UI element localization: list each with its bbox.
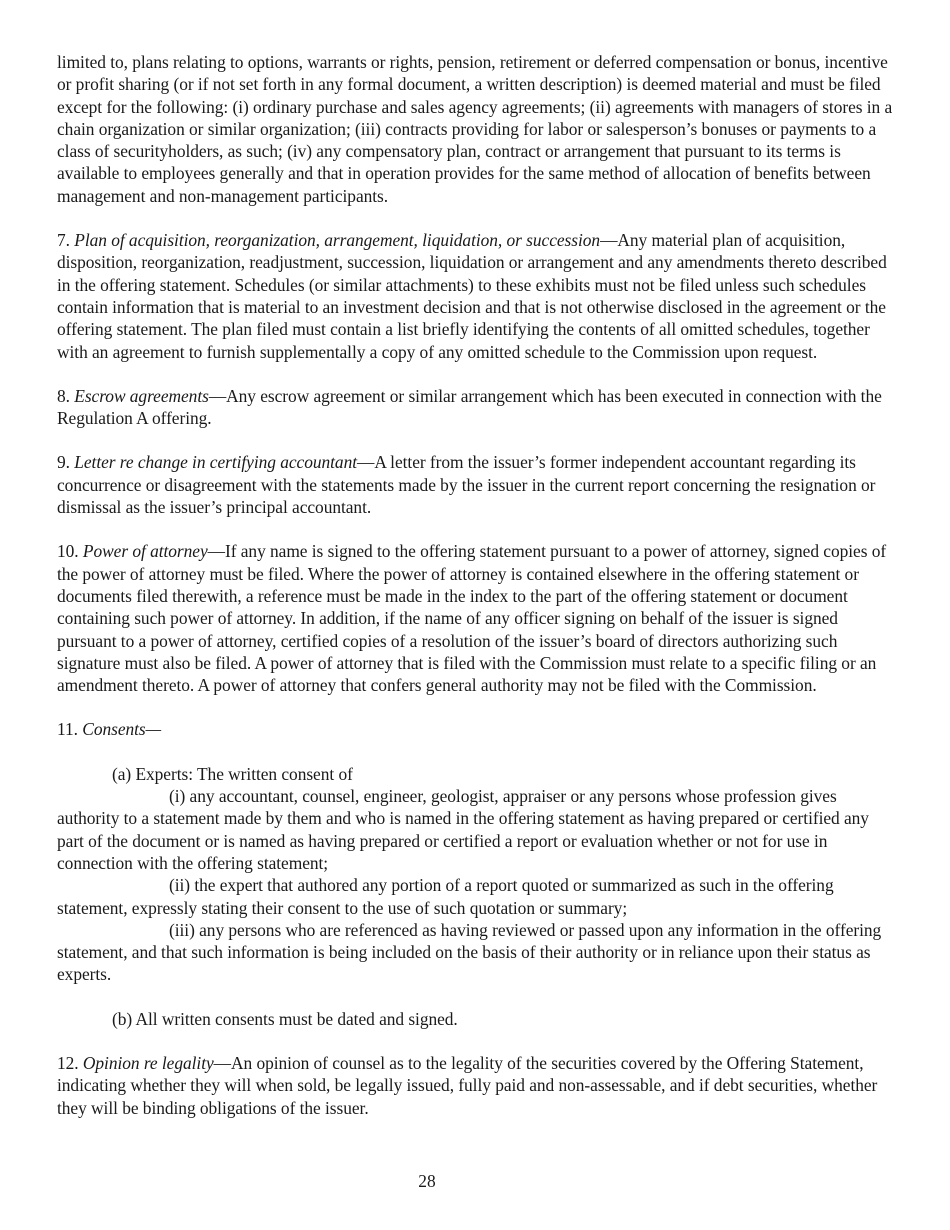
- paragraph-12-body: —An opinion of counsel as to the legality of the securities covered by the Offering Statement, indicating whether they will when sold, be legally issued, fully paid and non-assessable, and if debt securities, whether they will be binding obligations of the issuer.: [57, 1052, 878, 1118]
- paragraph-11: [57, 718, 897, 740]
- document-page: [57, 51, 897, 1119]
- paragraph-9-body: —A letter from the issuer’s former independent accountant regarding its concurrence or disagreement with the statements made by the issuer in the current report concerning the resignation or dismissal as the issuer’s principal accountant.: [57, 452, 876, 518]
- paragraph-7: [57, 229, 897, 363]
- paragraph-11-title: Consents—: [82, 719, 162, 740]
- paragraph-7-body: —Any material plan of acquisition, disposition, reorganization, readjustment, succession, liquidation or arrangement and any amendments thereto described in the offering statement. Schedules (or similar attachments) to these exhibits must not be filed unless such schedules contain information that is material to an investment decision and that is not otherwise disclosed in the agreement or the offering statement. The plan filed must contain a list briefly identifying the contents of all omitted schedules, together with an agreement to furnish supplementally a copy of any omitted schedule to the Commission upon request.: [57, 230, 887, 362]
- paragraph-11b: (b) All written consents must be dated and signed.: [112, 1008, 458, 1029]
- paragraph-11a-i: (i) any accountant, counsel, engineer, geologist, appraiser or any persons whose profession gives authority to a statement made by them and who is named in the offering statement as having prepared or certified any part of the document or is named as having prepared or certified a report or evaluation whether or not for use in connection with the offering statement;: [57, 786, 869, 873]
- paragraph-9-title: Letter re change in certifying accountant: [74, 452, 357, 473]
- paragraph-8-body: —Any escrow agreement or similar arrangement which has been executed in connection with the Regulation A offering.: [57, 385, 882, 429]
- paragraph-12-number: 12.: [57, 1052, 79, 1073]
- paragraph-11a-ii: (ii) the expert that authored any portion of a report quoted or summarized as such in the offering statement, expressly stating their consent to the use of such quotation or summary;: [57, 875, 834, 918]
- paragraph-6-continued: limited to, plans relating to options, warrants or rights, pension, retirement or deferred compensation or bonus, incentive or profit sharing (or if not set forth in any formal document, a written description) is deemed material and must be filed except for the following: (i) ordinary purchase and sales agency agreements; (ii) agreements with managers of stores in a chain organization or similar organization; (iii) contracts providing for labor or salesperson’s bonuses or payments to a class of securityholders, as such; (iv) any compensatory plan, contract or arrangement that pursuant to its terms is available to employees generally and that in operation provides for the same method of allocation of benefits between management and non-management participants.: [57, 52, 893, 206]
- paragraph-7-number: 7.: [57, 230, 70, 251]
- paragraph-11-number: 11.: [57, 719, 78, 740]
- page-number: 28: [418, 1171, 436, 1191]
- paragraph-12-title: Opinion re legality: [82, 1052, 214, 1073]
- paragraph-11a-iii: (iii) any persons who are referenced as having reviewed or passed upon any information in the offering statement, and that such information is being included on the basis of their authority or in reliance upon their status as experts.: [57, 919, 882, 985]
- paragraph-8-number: 8.: [57, 385, 70, 406]
- paragraph-11a: (a) Experts: The written consent of: [112, 763, 353, 784]
- paragraph-8-title: Escrow agreements: [74, 385, 209, 406]
- paragraph-10: [57, 540, 897, 696]
- paragraph-7-title: Plan of acquisition, reorganization, arrangement, liquidation, or succession: [74, 230, 601, 251]
- paragraph-9-number: 9.: [57, 452, 70, 473]
- paragraph-10-number: 10.: [57, 541, 79, 562]
- paragraph-9: [57, 451, 897, 518]
- paragraph-12: [57, 1052, 897, 1119]
- paragraph-10-body: —If any name is signed to the offering statement pursuant to a power of attorney, signed copies of the power of attorney must be filed. Where the power of attorney is contained elsewhere in the offering statement or documents filed therewith, a reference must be made in the index to the part of the offering statement or document containing such power of attorney. In addition, if the name of any officer signing on behalf of the issuer is signed pursuant to a power of attorney, certified copies of a resolution of the issuer’s board of directors authorizing such signature must also be filed. A power of attorney that is filed with the Commission must relate to a specific filing or an amendment thereto. A power of attorney that confers general authority may not be filed with the Commission.: [57, 541, 887, 696]
- paragraph-8: [57, 385, 897, 430]
- paragraph-10-title: Power of attorney: [82, 541, 208, 562]
